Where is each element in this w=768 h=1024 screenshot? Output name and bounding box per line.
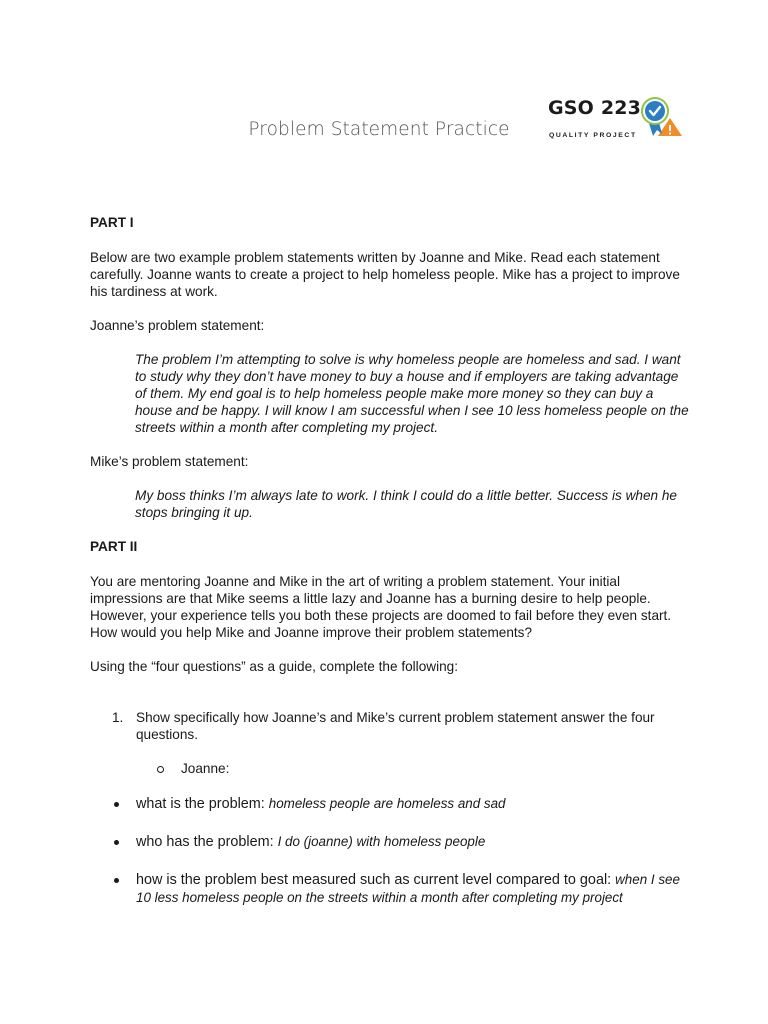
logo-subtitle: QUALITY PROJECT	[549, 132, 637, 139]
bullet-icon	[114, 840, 119, 845]
circle-bullet-icon	[157, 766, 164, 773]
mike-statement-label: Mike’s problem statement:	[90, 454, 249, 469]
part-2-heading: PART II	[90, 539, 138, 554]
quality-badge-icon	[638, 94, 684, 140]
list-number: 1.	[112, 710, 124, 725]
document-body	[90, 214, 690, 927]
bullet-icon	[114, 802, 119, 807]
sub-list-item-text: Joanne:	[181, 761, 230, 776]
page-title: Problem Statement Practice	[248, 119, 510, 140]
list-item-text: Show specifically how Joanne’s and Mike’s current problem statement answer the four questions.	[136, 710, 655, 742]
sub-list-item	[90, 760, 690, 777]
mike-problem-statement: My boss thinks I’m always late to work. I think I could do a little better. Success is when he stops bringing it up.	[135, 488, 677, 520]
answer-text: when I see 10 less homeless people on the streets within a month after completing my project	[136, 872, 680, 905]
question-text: what is the problem:	[136, 796, 269, 812]
part-1-heading: PART I	[90, 215, 134, 230]
answer-text: I do (joanne) with homeless people	[277, 834, 486, 849]
bullet-icon	[114, 878, 119, 883]
joanne-problem-statement: The problem I’m attempting to solve is why homeless people are homeless and sad. I want to study why they don’t have money to buy a house and if employers are taking advantage of them. My end goal is to help homeless people make more money so they can buy a house and be happy. I will know I am successful when I see 10 less homeless people on the streets within a month after completing my project.	[135, 352, 689, 435]
numbered-list-item	[90, 709, 690, 743]
question-text: who has the problem:	[136, 834, 278, 850]
bullet-item-who	[90, 833, 690, 851]
joanne-statement-label: Joanne’s problem statement:	[90, 318, 265, 333]
logo-text: GSO 223	[548, 97, 642, 119]
answer-text: homeless people are homeless and sad	[268, 796, 506, 811]
gso-logo	[546, 94, 686, 142]
part-1-intro: Below are two example problem statements written by Joanne and Mike. Read each statement carefully. Joanne wants to create a project to help homeless people. Mike has a project to improve his tardiness at work.	[90, 250, 680, 299]
bullet-item-what	[90, 795, 690, 813]
question-text: how is the problem best measured such as current level compared to goal:	[136, 872, 616, 888]
part-2-intro: You are mentoring Joanne and Mike in the art of writing a problem statement. Your initial impressions are that Mike seems a little lazy and Joanne has a burning desire to help people. However, your experience tells you both these projects are doomed to fail before they even start. How would you help Mike and Joanne improve their problem statements?	[90, 574, 672, 640]
bullet-item-how	[90, 871, 690, 907]
four-questions-guide: Using the “four questions” as a guide, complete the following:	[90, 659, 458, 674]
